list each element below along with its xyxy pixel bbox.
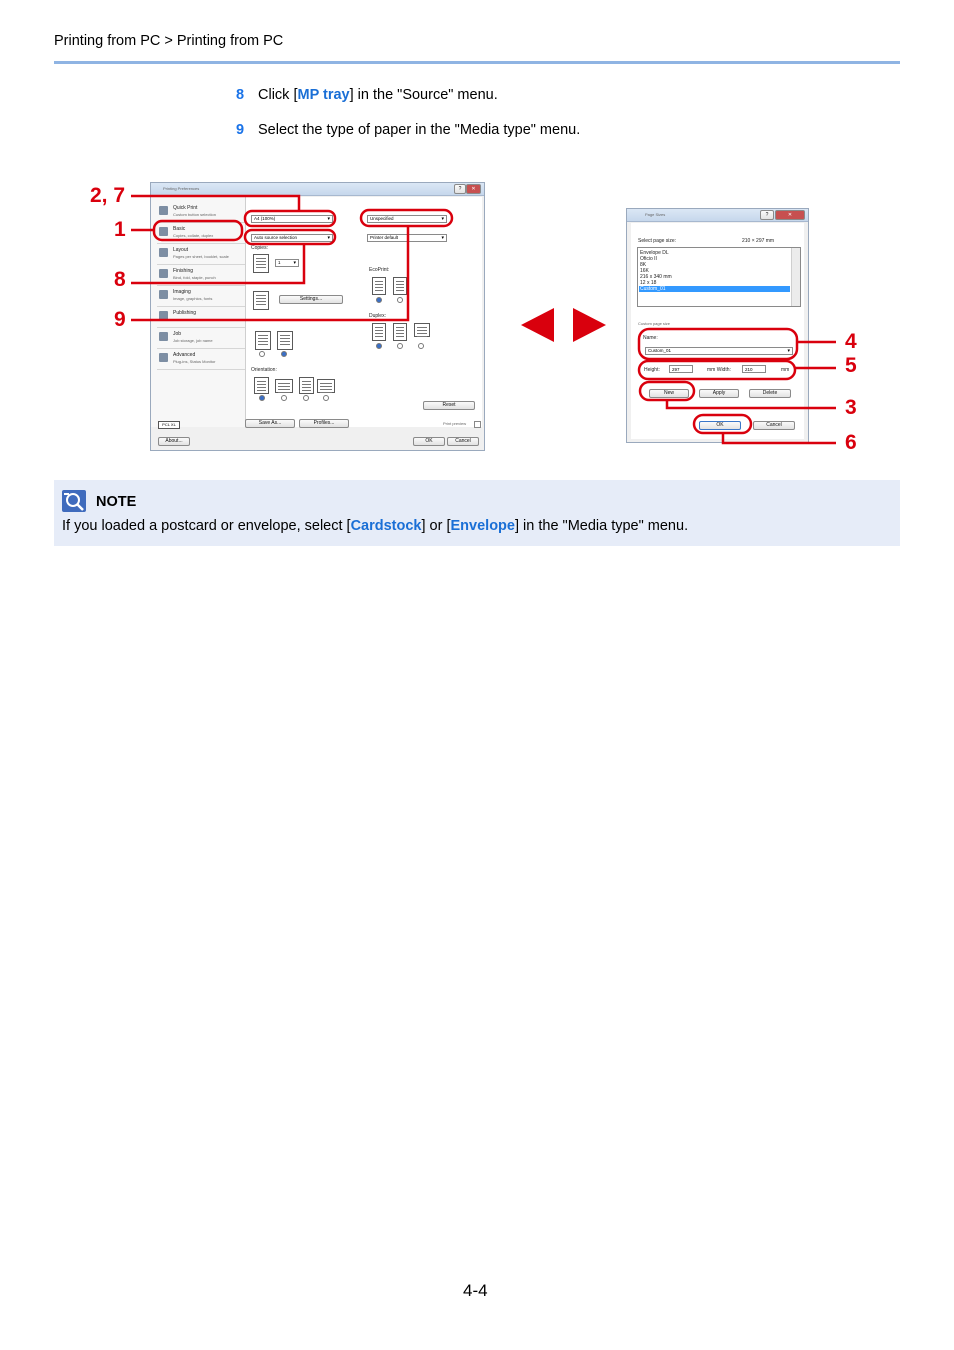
step-text: Select the type of paper in the "Media type" menu. [258,122,581,138]
ok-button[interactable]: OK [699,421,741,430]
step-text-post: ] in the "Source" menu. [349,87,498,103]
note-icon [62,490,86,512]
delete-button[interactable]: Delete [749,389,791,398]
sidebar-item-sub: Job storage, job name [173,338,213,343]
destination-select[interactable]: Printer default ▾ [367,234,447,242]
leader-6 [723,433,836,443]
name-label: Name: [643,335,658,341]
cancel-button[interactable]: Cancel [447,437,479,446]
note-text-mid: ] or [ [421,518,451,534]
sidebar-item-label: Job [173,331,182,337]
sidebar-item-label: Layout [173,247,189,253]
ok-button[interactable]: OK [413,437,445,446]
sidebar-item-label: Finishing [173,268,194,274]
help-button[interactable]: ? [760,210,774,220]
callout-9: 9 [114,308,126,331]
settings-button[interactable]: Settings... [279,295,343,304]
list-item[interactable]: 12 x 18 [640,280,657,286]
sidebar-item-sub: Plug-ins, Status Monitor [173,359,216,364]
envelope-label: Envelope [450,518,515,534]
unit-label: mm [781,367,790,373]
sidebar-item-label: Publishing [173,310,197,316]
sidebar-item-sub: Image, graphics, fonts [173,296,213,301]
sidebar-item-sub: Bind, fold, staple, punch [173,275,216,280]
list-item-selected[interactable]: Custom_01 [639,286,790,292]
close-button[interactable]: ✕ [775,210,805,220]
callout-1: 1 [114,218,126,241]
callout-4: 4 [845,330,857,353]
leader-3 [667,400,836,408]
ecoprint-label: EcoPrint: [369,267,390,273]
orientation-label: Orientation: [251,367,277,373]
width-label: mm Width: [707,367,731,373]
callout-2-7: 2, 7 [90,184,126,207]
list-item[interactable]: 216 x 340 mm [640,274,672,280]
size-highlight [639,361,795,379]
sidebar-item-label: Imaging [173,289,191,295]
note-box [54,480,900,546]
pcl-badge: PCL XL [158,421,180,429]
page-size-select[interactable]: A4 (100%) ▾ [251,215,333,223]
print-preview-label: Print preview [443,421,467,426]
help-button[interactable]: ? [454,184,466,194]
size-readout: 210 × 297 mm [742,238,775,244]
page-number: 4-4 [463,1281,488,1300]
step-number: 9 [236,122,245,138]
name-highlight [639,329,797,359]
list-item[interactable]: 8K [640,262,647,268]
custom-size-label: Custom page size [638,321,671,326]
apply-button[interactable]: Apply [699,389,739,398]
window-title: Page Sizes [645,212,666,217]
mp-tray-label: MP tray [297,87,350,103]
note-text-post: ] in the "Media type" menu. [514,518,689,534]
height-input[interactable]: 297 [669,365,693,373]
step-text-pre: Click [ [258,87,298,103]
select-size-label: Select page size: [638,238,677,244]
ok-highlight [694,415,751,433]
sidebar-item-sub: Copies, collate, duplex [173,233,214,238]
sidebar-item-label: Basic [173,226,186,232]
media-type-select[interactable]: Unspecified ▾ [367,215,447,223]
callout-6: 6 [845,431,857,454]
sidebar-item-sub: Pages per sheet, booklet, scale [173,254,229,259]
close-button[interactable]: ✕ [466,184,481,194]
callout-3: 3 [845,396,857,419]
name-input[interactable]: Custom_01 ▾ [645,347,793,355]
new-highlight [640,382,694,400]
breadcrumb: Printing from PC > Printing from PC [54,33,284,49]
sidebar-item-sub: Custom button selection [173,212,216,217]
note-title: NOTE [96,494,137,510]
height-label: Height: [644,367,660,373]
source-select[interactable]: Auto source selection ▾ [251,234,333,242]
reset-button[interactable]: Reset [423,401,475,410]
sidebar-item-label: Quick Print [173,205,198,211]
profiles-button[interactable]: Profiles... [299,419,349,428]
copies-input[interactable]: 1 ▾ [275,259,299,267]
width-input[interactable]: 210 [742,365,766,373]
about-button[interactable]: About... [158,437,190,446]
callout-8: 8 [114,268,126,291]
note-text-pre: If you loaded a postcard or envelope, select [ [62,518,351,534]
sidebar-item-label: Advanced [173,352,196,358]
cancel-button[interactable]: Cancel [753,421,795,430]
right-callout-overlay [0,0,954,470]
save-as-button[interactable]: Save As... [245,419,295,428]
list-item[interactable]: Oficio II [640,256,657,262]
list-item[interactable]: 16K [640,268,649,274]
list-item[interactable]: Envelope DL [640,250,669,256]
cardstock-label: Cardstock [350,518,422,534]
callout-5: 5 [845,354,857,377]
duplex-label: Duplex: [369,313,386,319]
step-number: 8 [236,87,245,103]
copies-label: Copies: [251,245,268,251]
new-button[interactable]: New [649,389,689,398]
note-text [62,518,688,534]
window-title: Printing Preferences [163,186,200,191]
